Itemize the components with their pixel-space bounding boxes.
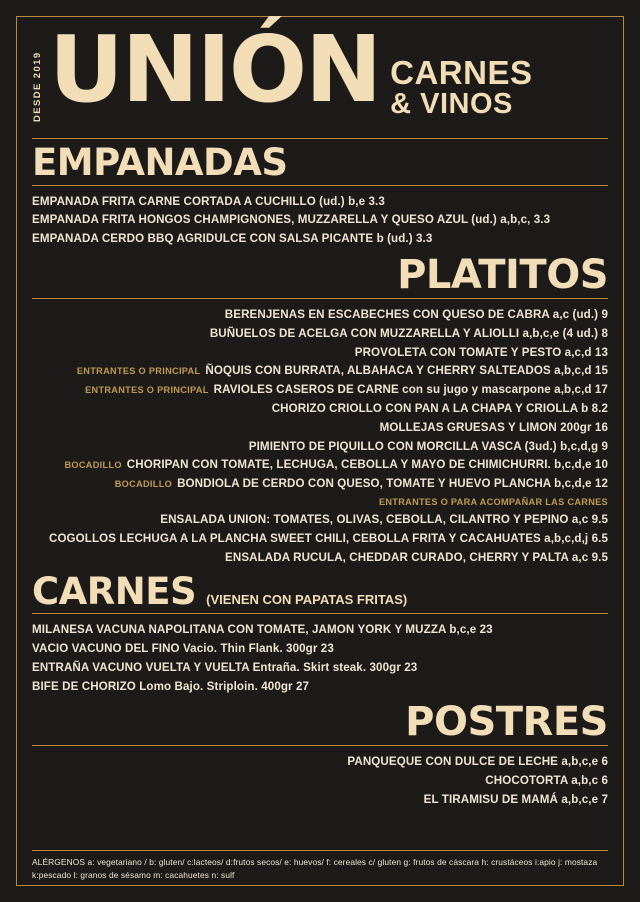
list-item: MILANESA VACUNA NAPOLITANA CON TOMATE, JAMON YORK Y MUZZA b,c,e 23 (32, 623, 493, 637)
restaurant-name: UNIÓN (49, 16, 381, 123)
list-item: PANQUEQUE CON DULCE DE LECHE a,b,c,e 6 (347, 755, 608, 769)
item-text: RAVIOLES CASEROS DE CARNE con su jugo y mascarpone a,b,c,d 17 (213, 383, 608, 397)
section-header-postres (32, 700, 608, 744)
item-text: ÑOQUIS CON BURRATA, ALBAHACA Y CHERRY SALTEADOS a,b,c,d 15 (205, 364, 608, 378)
section-header-platitos (32, 253, 608, 297)
item-text: MOLLEJAS GRUESAS Y LIMON 200gr 16 (379, 420, 608, 434)
postres-item-list (32, 753, 608, 809)
platitos-note: ENTRANTES O PARA ACOMPAÑAR LAS CARNES (378, 496, 608, 507)
list-item: ENTRAÑA VACUNO VUELTA Y VUELTA Entraña. Skirt steak. 300gr 23 (32, 660, 418, 674)
established-year: DESDE 2019 (32, 51, 43, 122)
carnes-item-list (32, 621, 608, 696)
footer-divider (32, 850, 608, 851)
item-text: CHORIZO CRIOLLO CON PAN A LA CHAPA Y CRIOLLA b 8.2 (271, 401, 608, 415)
platitos-item-list (32, 306, 608, 568)
section-title-empanadas: EMPANADAS (32, 141, 288, 184)
masthead-divider (32, 138, 608, 139)
empanadas-item-list (32, 193, 608, 249)
allergens-line-1: ALÉRGENOS a: vegetariano / b: gluten/ c:lacteos/ d:frutos secos/ e: huevos/ f: cereales c/ gluten g: frutos de cáscara h: crustáceos i:apio j: mostaza (32, 856, 598, 867)
section-title-carnes: CARNES (32, 569, 197, 613)
item-text: BUÑUELOS DE ACELGA CON MUZZARELLA Y ALIOLLI a,b,c,e (4 ud.) 8 (209, 326, 608, 340)
list-item (32, 344, 608, 363)
section-divider-platitos (32, 298, 608, 299)
list-item (32, 475, 608, 494)
allergens-line-2: k:pescado l: granos de sésamo m: cacahuetes n: sulf (32, 869, 235, 880)
item-text: CHORIPAN CON TOMATE, LECHUGA, CEBOLLA Y MAYO DE CHIMICHURRI. b,c,d,e 10 (126, 458, 608, 472)
list-item (32, 419, 608, 438)
list-item: CHOCOTORTA a,b,c 6 (485, 774, 608, 788)
list-item (32, 306, 608, 325)
list-item: VACIO VACUNO DEL FINO Vacio. Thin Flank. 300gr 23 (32, 642, 334, 656)
section-title-platitos: PLATITOS (397, 252, 608, 299)
item-text: BERENJENAS EN ESCABECHES CON QUESO DE CABRA a,c (ud.) 9 (224, 308, 608, 322)
item-tagline: BOCADILLO (64, 460, 122, 471)
section-divider-empanadas (32, 185, 608, 186)
section-divider-carnes (32, 613, 608, 614)
list-item (32, 400, 608, 419)
item-tagline: ENTRANTES O PRINCIPAL (85, 385, 209, 396)
section-header-carnes (32, 569, 608, 613)
list-item (32, 362, 608, 381)
item-tagline: BOCADILLO (114, 479, 173, 490)
allergens-footer (32, 850, 608, 882)
list-item (32, 325, 608, 344)
tagline-line-2: & VINOS (390, 87, 513, 120)
tagline-line-1: CARNES (390, 54, 533, 91)
list-item: BIFE DE CHORIZO Lomo Bajo. Striploin. 400gr 27 (32, 679, 310, 693)
list-item: COGOLLOS LECHUGA A LA PLANCHA SWEET CHILI, CEBOLLA FRITA Y CACAHUATES a,b,c,d,j 6.5 (48, 532, 608, 546)
section-title-postres: POSTRES (405, 699, 608, 746)
section-header-empanadas (32, 143, 608, 184)
restaurant-tagline (390, 56, 532, 119)
section-subtitle-carnes: (VIENEN CON PAPATAS FRITAS) (206, 591, 408, 607)
masthead (32, 14, 608, 132)
list-item: EL TIRAMISU DE MAMÁ a,b,c,e 7 (423, 793, 608, 807)
list-item (32, 456, 608, 475)
item-text: PIMIENTO DE PIQUILLO CON MORCILLA VASCA (3ud.) b,c,d,g 9 (248, 439, 608, 453)
list-item (32, 381, 608, 400)
item-text: PROVOLETA CON TOMATE Y PESTO a,c,d 13 (354, 345, 608, 359)
list-item: EMPANADA FRITA CARNE CORTADA A CUCHILLO (ud.) b,e 3.3 (32, 194, 385, 208)
section-divider-postres (32, 745, 608, 746)
list-item: EMPANADA FRITA HONGOS CHAMPIGNONES, MUZZARELLA Y QUESO AZUL (ud.) a,b,c, 3.3 (32, 213, 551, 227)
item-tagline: ENTRANTES O PRINCIPAL (76, 366, 201, 377)
list-item: ENSALADA UNION: TOMATES, OLIVAS, CEBOLLA, CILANTRO Y PEPINO a,c 9.5 (160, 513, 608, 527)
list-item (32, 438, 608, 457)
item-text: BONDIOLA DE CERDO CON QUESO, TOMATE Y HUEVO PLANCHA b,c,d,e 12 (177, 477, 608, 491)
list-item: ENSALADA RUCULA, CHEDDAR CURADO, CHERRY Y PALTA a,c 9.5 (225, 550, 608, 564)
list-item: EMPANADA CERDO BBQ AGRIDULCE CON SALSA PICANTE b (ud.) 3.3 (32, 232, 433, 246)
